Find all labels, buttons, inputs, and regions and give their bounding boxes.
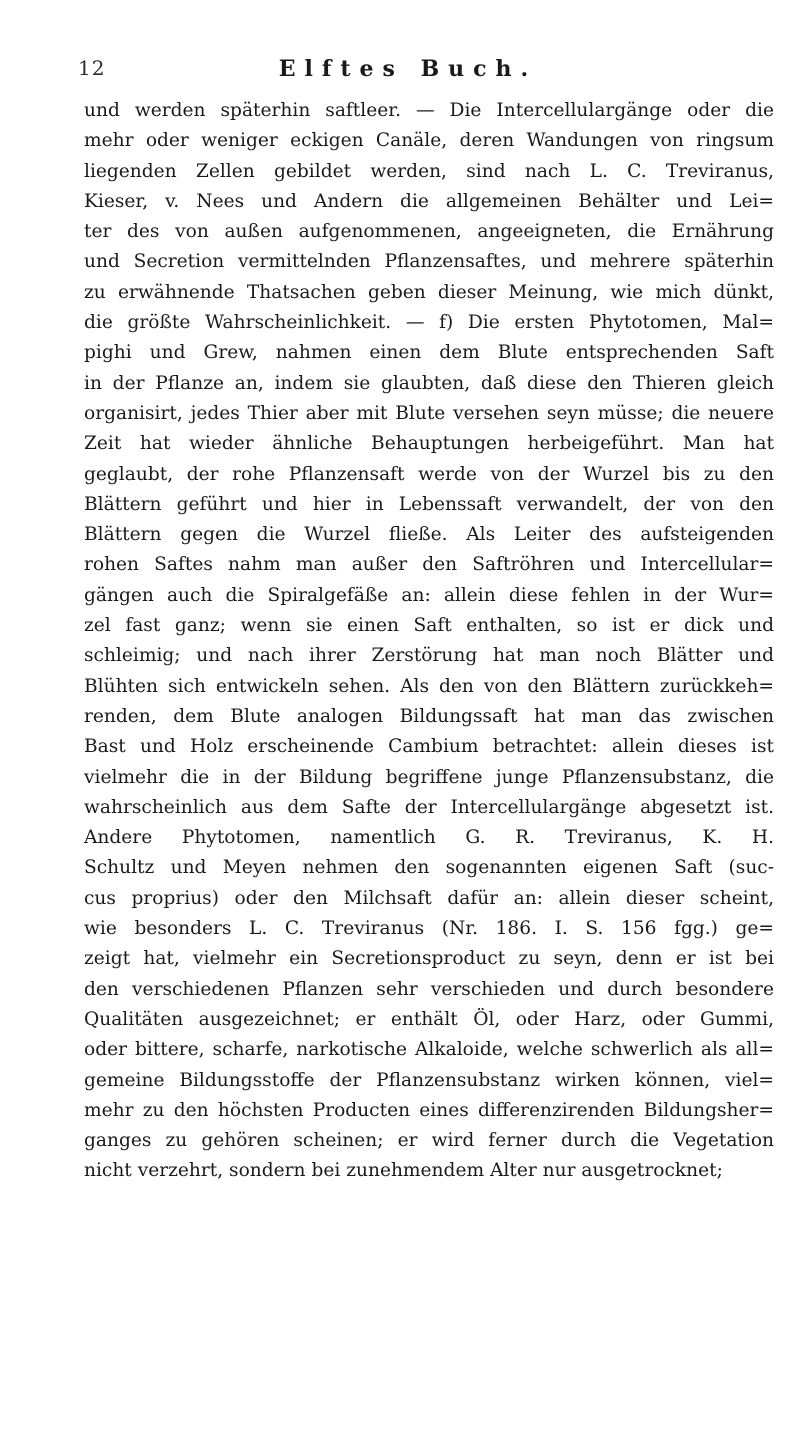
text-line: organisirt, jedes Thier aber mit Blute versehen seyn müsse; die neuere [84, 402, 774, 424]
text-line: renden, dem Blute analogen Bildungssaft hat man das zwischen [84, 705, 774, 727]
text-line: Qualitäten ausgezeichnet; er enthält Öl, oder Harz, oder Gummi, [84, 1008, 774, 1030]
text-line: cus proprius) oder den Milchsaft dafür an: allein dieser scheint, [84, 887, 774, 909]
page-number: 12 [78, 56, 106, 80]
text-line: den verschiedenen Pflanzen sehr verschieden und durch besondere [84, 978, 774, 1000]
text-line: nicht verzehrt, sondern bei zunehmendem Alter nur ausgetrocknet; [84, 1160, 723, 1182]
text-line: Bast und Holz erscheinende Cambium betrachtet: allein dieses ist [84, 736, 774, 758]
text-line: oder bittere, scharfe, narkotische Alkaloide, welche schwerlich als all= [84, 1039, 774, 1061]
text-line: in der Pflanze an, indem sie glaubten, daß diese den Thieren gleich [84, 372, 774, 394]
text-line: Schultz und Meyen nehmen den sogenannten eigenen Saft (suc- [84, 857, 774, 879]
text-line: Blättern geführt und hier in Lebenssaft verwandelt, der von den [84, 493, 774, 515]
text-line: schleimig; und nach ihrer Zerstörung hat man noch Blätter und [84, 645, 774, 667]
text-line: gemeine Bildungsstoffe der Pflanzensubstanz wirken können, viel= [84, 1069, 774, 1091]
page-header [78, 56, 778, 90]
body-text [84, 96, 774, 1187]
text-line: und Secretion vermittelnden Pflanzensaftes, und mehrere späterhin [84, 251, 774, 273]
text-line: wahrscheinlich aus dem Safte der Intercellulargänge abgesetzt ist. [84, 796, 774, 818]
text-line: gängen auch die Spiralgefäße an: allein diese fehlen in der Wur= [84, 584, 774, 606]
text-line: geglaubt, der rohe Pflanzensaft werde von der Wurzel bis zu den [84, 463, 774, 485]
text-line: Zeit hat wieder ähnliche Behauptungen herbeigeführt. Man hat [84, 433, 774, 455]
text-line: zeigt hat, vielmehr ein Secretionsproduct zu seyn, denn er ist bei [84, 948, 774, 970]
running-head: Elftes Buch. [278, 56, 538, 82]
text-line: ter des von außen aufgenommenen, angeeigneten, die Ernährung [84, 221, 774, 243]
text-line: vielmehr die in der Bildung begriffene junge Pflanzensubstanz, die [84, 766, 774, 788]
text-line: ganges zu gehören scheinen; er wird ferner durch die Vegetation [84, 1130, 774, 1152]
text-line: und werden späterhin saftleer. — Die Intercellulargänge oder die [84, 100, 774, 121]
text-line: mehr zu den höchsten Producten eines differenzirenden Bildungsher= [84, 1099, 774, 1121]
text-line: Blühten sich entwickeln sehen. Als den von den Blättern zurückkeh= [84, 675, 774, 697]
text-line: rohen Saftes nahm man außer den Saftröhren und Intercellular= [84, 554, 774, 576]
text-line: Andere Phytotomen, namentlich G. R. Treviranus, K. H. [84, 827, 774, 849]
text-line: die größte Wahrscheinlichkeit. — f) Die ersten Phytotomen, Mal= [84, 312, 774, 334]
text-line: liegenden Zellen gebildet werden, sind nach L. C. Treviranus, [84, 160, 774, 182]
text-line: Blättern gegen die Wurzel fließe. Als Leiter des aufsteigenden [84, 524, 774, 546]
text-line: mehr oder weniger eckigen Canäle, deren Wandungen von ringsum [84, 130, 774, 152]
text-line: wie besonders L. C. Treviranus (Nr. 186. I. S. 156 fgg.) ge= [84, 918, 774, 940]
text-line: zel fast ganz; wenn sie einen Saft enthalten, so ist er dick und [84, 615, 774, 637]
text-line: Kieser, v. Nees und Andern die allgemeinen Behälter und Lei= [84, 190, 774, 212]
text-line: pighi und Grew, nahmen einen dem Blute entsprechenden Saft [84, 342, 774, 364]
text-line: zu erwähnende Thatsachen geben dieser Meinung, wie mich dünkt, [84, 281, 774, 303]
